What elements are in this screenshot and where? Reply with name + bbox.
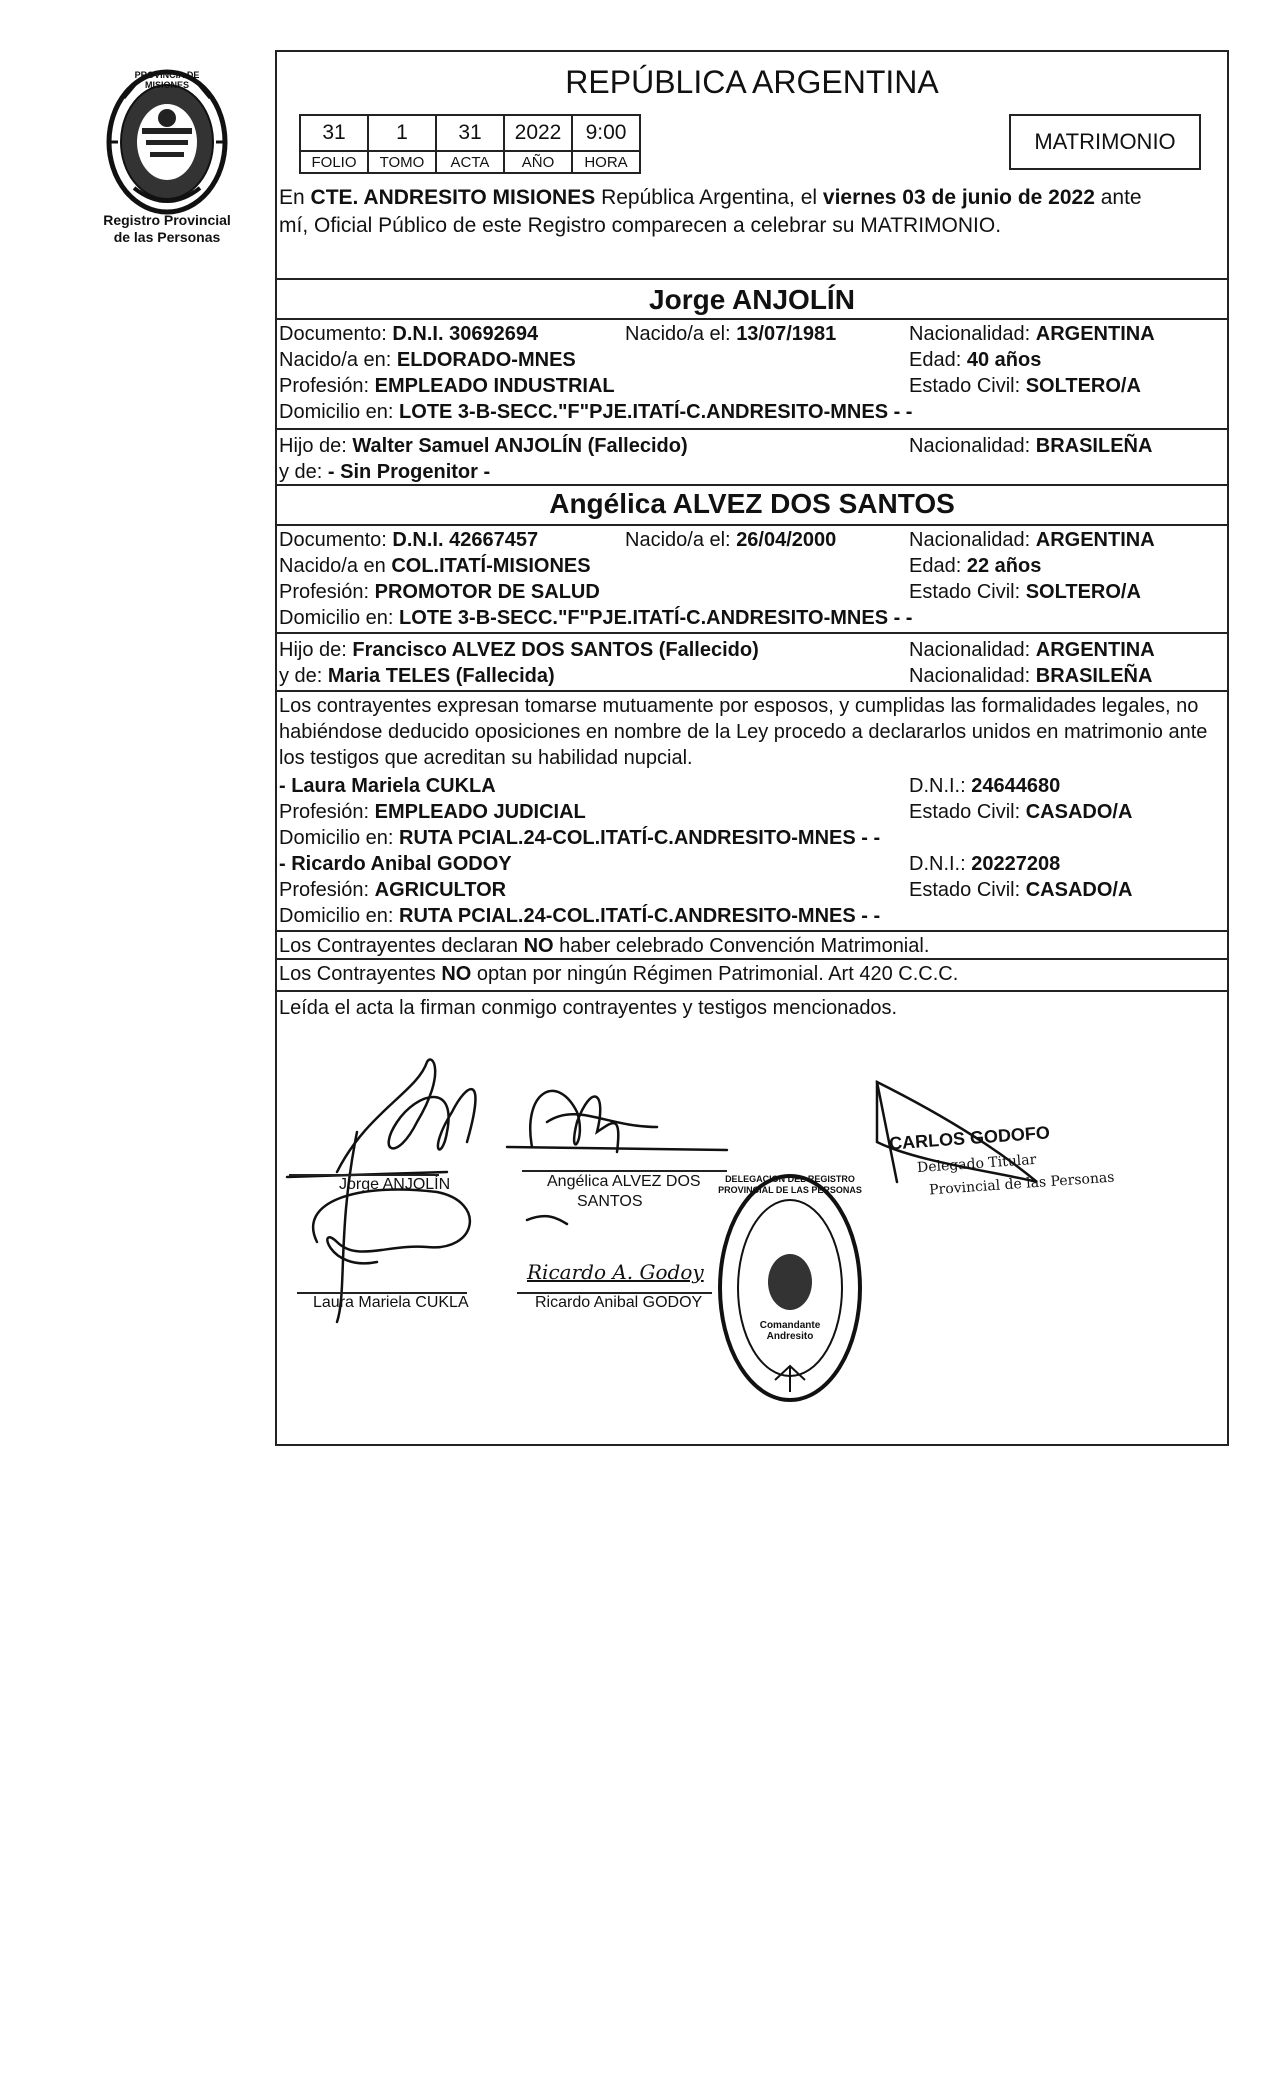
witness2-dom xyxy=(279,904,880,928)
value: SOLTERO/A xyxy=(1025,581,1141,603)
signature-caption-witness1: Laura Mariela CUKLA xyxy=(313,1294,469,1311)
value: RUTA PCIAL.24-COL.ITATÍ-C.ANDRESITO-MNES - - xyxy=(399,905,881,927)
spouse1-nat xyxy=(909,322,1155,346)
caption-line: Angélica ALVEZ DOS xyxy=(547,1173,701,1190)
divider xyxy=(277,484,1227,486)
registry-stamp xyxy=(715,1170,865,1406)
label: Edad: xyxy=(909,555,962,577)
witness1-name: - Laura Mariela CUKLA xyxy=(279,775,496,797)
tomo-label: TOMO xyxy=(368,151,436,173)
label: Estado Civil: xyxy=(909,375,1021,397)
value: LOTE 3-B-SECC."F"PJE.ITATÍ-C.ANDRESITO-MNES - - xyxy=(399,401,913,423)
label: Nacionalidad: xyxy=(909,435,1031,457)
provincial-seal xyxy=(104,68,230,216)
document-type-box: MATRIMONIO xyxy=(1009,114,1201,170)
text: NO xyxy=(523,935,554,957)
declaration-line-3: los testigos que acreditan su habilidad nupcial. xyxy=(279,747,693,769)
label: Profesión: xyxy=(279,581,370,603)
value: EMPLEADO INDUSTRIAL xyxy=(374,375,615,397)
text: Los Contrayentes xyxy=(279,963,436,985)
spouse2-place xyxy=(279,554,591,578)
text: optan por ningún Régimen Patrimonial. Art 420 C.C.C. xyxy=(476,963,959,985)
intro-p1: En xyxy=(279,186,305,209)
witness2-dni xyxy=(909,852,1060,876)
label: Nacido/a el: xyxy=(625,323,731,345)
intro-place: CTE. ANDRESITO MISIONES xyxy=(310,186,596,209)
witness2-civil xyxy=(909,878,1132,902)
value: ARGENTINA xyxy=(1035,323,1155,345)
value: ARGENTINA xyxy=(1035,529,1155,551)
witness1-dni xyxy=(909,774,1060,798)
intro-p3: ante xyxy=(1100,186,1142,209)
divider xyxy=(277,632,1227,634)
regime-line-1 xyxy=(279,934,929,958)
tomo-value: 1 xyxy=(368,115,436,151)
witness2-prof xyxy=(279,878,506,902)
official-title-line2: Provincial de las Personas xyxy=(928,1169,1115,1199)
value: PROMOTOR DE SALUD xyxy=(374,581,600,603)
label: Edad: xyxy=(909,349,962,371)
value: BRASILEÑA xyxy=(1035,665,1153,687)
declaration-line-1: Los contrayentes expresan tomarse mutuamente por esposos, y cumplidas las formalidades legales, no xyxy=(279,695,1199,717)
folio-value: 31 xyxy=(300,115,368,151)
value: 24644680 xyxy=(971,775,1061,797)
label: y de: xyxy=(279,461,323,483)
label: D.N.I.: xyxy=(909,853,966,875)
label: Nacionalidad: xyxy=(909,665,1031,687)
value: Walter Samuel ANJOLÍN (Fallecido) xyxy=(352,435,688,457)
spouse1-civil xyxy=(909,374,1141,398)
seal-caption-line2: de las Personas xyxy=(113,229,221,245)
label: Nacido/a en: xyxy=(279,349,392,371)
text: Los Contrayentes declaran xyxy=(279,935,519,957)
witness1-dom xyxy=(279,826,880,850)
label: Profesión: xyxy=(279,879,370,901)
official-title-line1: Delegado Titular xyxy=(916,1151,1037,1177)
caption-line: SANTOS xyxy=(577,1193,643,1210)
label: Domicilio en: xyxy=(279,401,394,423)
value: 20227208 xyxy=(971,853,1061,875)
spouse1-born xyxy=(625,322,836,346)
spouse2-mother xyxy=(279,664,555,688)
label: Estado Civil: xyxy=(909,879,1021,901)
folio-label: FOLIO xyxy=(300,151,368,173)
divider xyxy=(277,278,1227,280)
closing-text: Leída el acta la firman conmigo contrayentes y testigos mencionados. xyxy=(279,997,898,1019)
signature-caption-spouse2 xyxy=(547,1172,701,1212)
value: BRASILEÑA xyxy=(1035,435,1153,457)
spouse2-prof xyxy=(279,580,600,604)
spouse1-father-nat xyxy=(909,434,1152,458)
hour-label: HORA xyxy=(572,151,640,173)
spouse1-dom xyxy=(279,400,912,424)
label: Domicilio en: xyxy=(279,607,394,629)
label: y de: xyxy=(279,665,323,687)
divider xyxy=(277,318,1227,320)
label: Profesión: xyxy=(279,801,370,823)
spouse1-age xyxy=(909,348,1041,372)
spouse2-name: Angélica ALVEZ DOS SANTOS xyxy=(549,488,955,519)
spouse2-father xyxy=(279,638,759,662)
text: haber celebrado Convención Matrimonial. xyxy=(559,935,930,957)
value: CASADO/A xyxy=(1025,801,1133,823)
value: COL.ITATÍ-MISIONES xyxy=(391,555,591,577)
seal-emblem-icon xyxy=(104,68,230,216)
intro-date: viernes 03 de junio de 2022 xyxy=(822,186,1095,209)
divider xyxy=(277,690,1227,692)
label: Estado Civil: xyxy=(909,801,1021,823)
spouse1-place xyxy=(279,348,576,372)
spouse2-nat xyxy=(909,528,1155,552)
divider xyxy=(277,524,1227,526)
stamp-inner-text: Comandante Andresito xyxy=(759,1320,821,1342)
acta-label: ACTA xyxy=(436,151,504,173)
declaration-line-2: habiéndose deducido oposiciones en nombre de la Ley procedo a declararlos unidos en matrimonio ante xyxy=(279,721,1208,743)
label: Profesión: xyxy=(279,375,370,397)
spouse2-doc xyxy=(279,528,538,552)
stamp-ring-text: DELEGACION DEL REGISTRO PROVINCIAL DE LAS PERSONAS xyxy=(718,1174,862,1195)
witness1-prof xyxy=(279,800,586,824)
value: LOTE 3-B-SECC."F"PJE.ITATÍ-C.ANDRESITO-MNES - - xyxy=(399,607,913,629)
signature-caption-witness2: Ricardo Anibal GODOY xyxy=(535,1294,703,1311)
value: 40 años xyxy=(966,349,1042,371)
text: NO xyxy=(441,963,472,985)
label: Nacido/a en xyxy=(279,555,386,577)
label: Documento: xyxy=(279,323,387,345)
intro-p2: República Argentina, el xyxy=(601,186,818,209)
label: Hijo de: xyxy=(279,639,347,661)
value: 13/07/1981 xyxy=(736,323,837,345)
label: Nacionalidad: xyxy=(909,529,1031,551)
intro-line-1 xyxy=(279,186,1142,210)
value: - Sin Progenitor - xyxy=(327,461,491,483)
label: Nacido/a el: xyxy=(625,529,731,551)
value: EMPLEADO JUDICIAL xyxy=(374,801,586,823)
registry-header-table xyxy=(299,114,641,174)
seal-caption xyxy=(86,212,248,246)
spouse1-name: Jorge ANJOLÍN xyxy=(649,284,855,315)
spouse2-mother-nat xyxy=(909,664,1152,688)
spouse2-father-nat xyxy=(909,638,1155,662)
spouse2-dom xyxy=(279,606,912,630)
spouse2-born xyxy=(625,528,836,552)
value: Maria TELES (Fallecida) xyxy=(327,665,555,687)
divider xyxy=(277,958,1227,960)
label: Domicilio en: xyxy=(279,827,394,849)
seal-caption-line1: Registro Provincial xyxy=(103,212,231,228)
value: AGRICULTOR xyxy=(374,879,507,901)
marriage-certificate xyxy=(275,50,1229,1446)
divider xyxy=(277,930,1227,932)
divider xyxy=(277,990,1227,992)
label: Estado Civil: xyxy=(909,581,1021,603)
label: Hijo de: xyxy=(279,435,347,457)
page-title: REPÚBLICA ARGENTINA xyxy=(565,64,939,100)
seal-ring-text: PROVINCIA DE MISIONES xyxy=(134,70,200,90)
year-label: AÑO xyxy=(504,151,572,173)
spouse1-mother xyxy=(279,460,490,484)
spouse1-father xyxy=(279,434,688,458)
spouse1-prof xyxy=(279,374,615,398)
divider xyxy=(277,428,1227,430)
value: RUTA PCIAL.24-COL.ITATÍ-C.ANDRESITO-MNES - - xyxy=(399,827,881,849)
value: CASADO/A xyxy=(1025,879,1133,901)
label: Nacionalidad: xyxy=(909,323,1031,345)
witness2-name: - Ricardo Anibal GODOY xyxy=(279,853,512,875)
official-name: CARLOS GODOFO xyxy=(888,1122,1051,1154)
acta-value: 31 xyxy=(436,115,504,151)
value: 26/04/2000 xyxy=(736,529,837,551)
value: D.N.I. 42667457 xyxy=(392,529,539,551)
value: ELDORADO-MNES xyxy=(396,349,576,371)
label: D.N.I.: xyxy=(909,775,966,797)
label: Documento: xyxy=(279,529,387,551)
year-value: 2022 xyxy=(504,115,572,151)
intro-line-2: mí, Oficial Público de este Registro comparecen a celebrar su MATRIMONIO. xyxy=(279,214,1002,237)
label: Domicilio en: xyxy=(279,905,394,927)
value: D.N.I. 30692694 xyxy=(392,323,539,345)
spouse2-age xyxy=(909,554,1041,578)
signature-script-witness2: Ricardo A. Godoy xyxy=(527,1260,704,1284)
witness1-civil xyxy=(909,800,1132,824)
spouse2-civil xyxy=(909,580,1141,604)
spouse1-doc xyxy=(279,322,538,346)
regime-line-2 xyxy=(279,962,958,986)
value: ARGENTINA xyxy=(1035,639,1155,661)
value: 22 años xyxy=(966,555,1042,577)
value: SOLTERO/A xyxy=(1025,375,1141,397)
stamp-emblem-icon xyxy=(715,1170,865,1406)
value: Francisco ALVEZ DOS SANTOS (Fallecido) xyxy=(352,639,759,661)
signature-caption-spouse1: Jorge ANJOLÍN xyxy=(339,1176,451,1193)
label: Nacionalidad: xyxy=(909,639,1031,661)
hour-value: 9:00 xyxy=(572,115,640,151)
